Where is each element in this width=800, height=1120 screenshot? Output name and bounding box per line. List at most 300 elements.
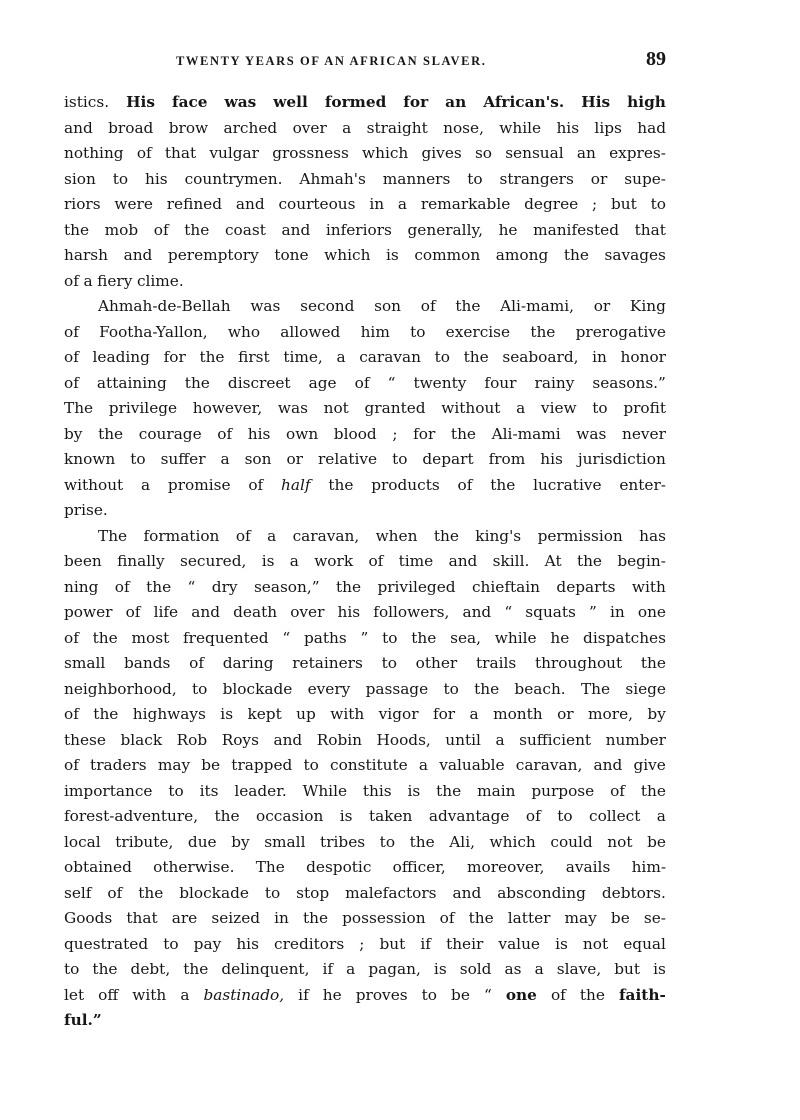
text-line — [64, 447, 666, 473]
word: the — [335, 577, 362, 596]
word: ning — [64, 577, 99, 596]
word: throughout — [534, 654, 623, 672]
text-line — [64, 498, 666, 524]
word: of — [354, 373, 370, 392]
word: let — [64, 985, 85, 1004]
page-header — [64, 48, 666, 74]
word: broad — [108, 118, 154, 137]
word: kept — [247, 705, 282, 723]
word: straight — [366, 118, 428, 137]
word: The — [580, 679, 611, 698]
word: his — [337, 603, 361, 621]
word: own — [286, 424, 319, 443]
word: His — [126, 93, 155, 111]
word: this — [362, 781, 392, 800]
word: son — [244, 450, 272, 468]
word: of — [114, 577, 130, 596]
word: to — [592, 399, 608, 417]
word: of — [136, 144, 152, 162]
word: its — [199, 781, 219, 800]
word: seized — [211, 909, 261, 927]
word: a — [656, 807, 666, 825]
word: bastinado, — [203, 985, 285, 1004]
text-line — [64, 855, 666, 881]
word: the — [463, 348, 489, 366]
word: His — [581, 93, 611, 111]
word: ” — [589, 603, 597, 621]
word: common — [414, 246, 481, 264]
word: purpose — [531, 781, 595, 800]
word: the — [640, 781, 666, 800]
word: honor — [620, 348, 666, 366]
word: and — [448, 552, 478, 570]
word: was — [277, 399, 308, 417]
word: ful.” — [64, 1011, 102, 1029]
text-line — [64, 1008, 666, 1034]
text-line — [64, 932, 666, 958]
word: known — [64, 450, 116, 468]
text-line — [64, 320, 666, 346]
word: bands — [124, 654, 171, 672]
word: a — [516, 399, 526, 417]
word: se- — [643, 909, 666, 927]
word: over — [290, 603, 325, 621]
word: pay — [193, 934, 222, 953]
text-line — [64, 575, 666, 601]
word: a — [534, 960, 544, 978]
word: coast — [224, 220, 266, 239]
word: while — [494, 628, 537, 647]
word: month — [493, 705, 543, 723]
word: taken — [368, 807, 413, 825]
paragraph — [64, 524, 666, 1034]
word: to — [64, 960, 80, 978]
word: savages — [604, 246, 666, 264]
word: creditors — [274, 934, 345, 953]
word: harsh — [64, 246, 108, 264]
word: and — [281, 220, 311, 239]
word: generally, — [407, 220, 483, 239]
text-line — [64, 141, 666, 167]
text-line — [64, 702, 666, 728]
word: an — [576, 144, 596, 162]
word: privileged — [377, 577, 456, 596]
word: of — [525, 807, 541, 825]
word: to — [650, 195, 666, 213]
word: blood — [333, 424, 377, 443]
word: or — [593, 297, 611, 315]
word: inferiors — [325, 220, 392, 239]
word: in — [369, 195, 385, 213]
word: chieftain — [471, 577, 541, 596]
word: gives — [421, 144, 462, 162]
word: to — [382, 628, 398, 647]
word: prise. — [64, 501, 108, 519]
word: is — [555, 934, 568, 953]
word: courage — [138, 424, 202, 443]
word: valuable — [439, 756, 505, 774]
word: caravan, — [515, 756, 583, 774]
word: blockade — [179, 883, 249, 902]
word: is — [220, 705, 234, 723]
word: but — [614, 960, 641, 978]
word: the — [563, 246, 589, 264]
word: departs — [556, 577, 616, 596]
word: the — [411, 628, 437, 647]
word: were — [114, 195, 153, 213]
word: without — [64, 475, 124, 494]
word: while — [499, 118, 542, 137]
word: avails — [565, 858, 611, 876]
word: squats — [525, 603, 576, 621]
text-line — [64, 549, 666, 575]
word: fiery — [97, 271, 133, 290]
word: debt, — [130, 960, 171, 978]
text-line — [64, 626, 666, 652]
word: off — [98, 985, 119, 1004]
word: the — [436, 781, 462, 800]
word: latter — [507, 909, 551, 927]
word: from — [488, 450, 526, 468]
word: the — [183, 960, 209, 978]
word: sion — [64, 169, 96, 188]
word: is — [653, 960, 666, 978]
word: Rob — [176, 730, 208, 749]
word: followers, — [373, 603, 450, 621]
word: he — [322, 985, 342, 1004]
page-number: 89 — [646, 48, 666, 70]
word: most — [131, 628, 170, 647]
text-line — [64, 830, 666, 856]
paragraph — [64, 294, 666, 524]
text-line — [64, 396, 666, 422]
word: African's. — [483, 93, 565, 111]
word: every — [307, 679, 351, 698]
word: has — [639, 526, 666, 545]
word: granted — [364, 399, 426, 417]
word: expres- — [609, 144, 666, 162]
word: the — [302, 909, 329, 927]
word: stop — [296, 883, 330, 902]
word: the — [199, 348, 225, 366]
word: “ — [387, 373, 396, 392]
text-line — [64, 371, 666, 397]
word: advantage — [428, 807, 510, 825]
word: leader. — [234, 781, 287, 800]
word: At — [544, 552, 562, 570]
text-line — [64, 983, 666, 1009]
word: son — [374, 297, 402, 315]
word: daring — [222, 654, 274, 672]
word: and — [273, 730, 303, 749]
word: neighborhood, — [64, 679, 177, 698]
word: skill. — [492, 552, 530, 570]
word: or — [590, 169, 608, 188]
word: “ — [504, 603, 513, 621]
body-text — [64, 90, 666, 1034]
word: due — [187, 832, 217, 851]
word: may — [157, 756, 191, 774]
word: constitute — [330, 756, 408, 774]
text-line — [64, 90, 666, 116]
word: retainers — [292, 654, 363, 672]
word: the — [184, 373, 210, 392]
word: had — [637, 118, 666, 137]
word: a — [495, 730, 505, 749]
word: death — [233, 603, 278, 621]
word: sufficient — [519, 730, 592, 749]
word: refined — [166, 195, 223, 213]
word: and — [123, 246, 153, 264]
word: the — [579, 985, 605, 1004]
word: was — [250, 297, 281, 315]
word: as — [504, 960, 522, 978]
word: well — [273, 93, 308, 111]
word: the — [433, 526, 459, 545]
word: Ahmah's — [299, 169, 366, 188]
word: Robin — [316, 730, 362, 749]
word: of — [550, 985, 566, 1004]
word: the — [92, 960, 118, 978]
word: permission — [537, 526, 623, 545]
word: of — [248, 475, 264, 494]
word: seaboard, — [502, 348, 579, 366]
word: is — [407, 781, 421, 800]
word: are — [171, 909, 198, 927]
text-line — [64, 881, 666, 907]
word: be — [610, 909, 630, 927]
word: life — [153, 603, 179, 621]
word: the — [64, 220, 90, 239]
word: prerogative — [575, 322, 666, 341]
word: until — [445, 730, 481, 749]
word: season,” — [253, 577, 320, 596]
word: attaining — [96, 373, 167, 392]
word: that — [126, 909, 158, 927]
word: face — [171, 93, 208, 111]
word: the — [490, 475, 516, 494]
word: absconding — [497, 883, 586, 902]
word: and — [235, 195, 265, 213]
word: of — [64, 373, 79, 392]
word: one — [505, 985, 537, 1004]
running-head: TWENTY YEARS OF AN AFRICAN SLAVER. — [176, 54, 487, 68]
word: exercise — [445, 322, 511, 341]
word: and — [191, 603, 220, 621]
word: in — [592, 348, 607, 366]
text-line — [64, 728, 666, 754]
word: but — [379, 934, 406, 953]
word: finally — [117, 552, 165, 570]
word: number — [605, 730, 666, 749]
word: privilege — [108, 399, 178, 417]
word: to — [168, 781, 184, 800]
word: a — [418, 756, 429, 774]
word: collect — [589, 807, 641, 825]
word: of — [153, 220, 169, 239]
text-line — [64, 422, 666, 448]
word: dry — [211, 577, 238, 596]
word: and — [593, 756, 623, 774]
word: for — [432, 705, 456, 723]
word: of — [125, 603, 141, 621]
word: vigor — [378, 705, 419, 723]
word: however, — [192, 399, 263, 417]
word: passage — [365, 679, 429, 698]
word: the — [640, 654, 666, 672]
text-line — [64, 116, 666, 142]
word: is — [261, 552, 275, 570]
word: pagan, — [368, 960, 421, 978]
word: “ — [282, 628, 291, 647]
word: obtained — [64, 858, 132, 876]
word: the — [92, 628, 118, 647]
word: a — [336, 348, 346, 366]
word: never — [621, 424, 666, 443]
word: lips — [594, 118, 622, 137]
word: begin- — [617, 552, 666, 570]
word: to — [112, 169, 129, 188]
word: of — [217, 424, 233, 443]
word: dispatches — [583, 628, 666, 647]
word: so — [474, 144, 492, 162]
word: to — [467, 169, 483, 188]
word: of — [457, 475, 473, 494]
word: main — [477, 781, 516, 800]
text-line — [64, 218, 666, 244]
word: value — [498, 934, 540, 953]
word: of — [107, 883, 123, 902]
word: The — [98, 526, 128, 545]
word: the — [146, 577, 172, 596]
word: twenty — [413, 373, 467, 392]
word: The — [255, 858, 285, 876]
word: paths — [303, 628, 347, 647]
word: the — [214, 807, 240, 825]
word: leading — [92, 348, 150, 366]
word: possession — [342, 909, 426, 927]
word: an — [445, 93, 467, 111]
word: is — [386, 246, 399, 264]
word: to — [130, 450, 146, 468]
text-line — [64, 294, 666, 320]
word: second — [300, 297, 355, 315]
word: questrated — [64, 934, 149, 953]
word: beach. — [514, 679, 566, 698]
word: rainy — [534, 373, 575, 392]
text-line — [64, 167, 666, 193]
word: was — [224, 93, 257, 111]
word: or — [286, 450, 303, 468]
word: officer, — [392, 858, 446, 876]
word: he — [550, 628, 570, 647]
word: that — [164, 144, 197, 162]
word: caravan, — [292, 526, 360, 545]
word: been — [64, 552, 102, 570]
word: While — [302, 781, 348, 800]
text-line — [64, 269, 666, 295]
word: peremptory — [167, 246, 259, 264]
word: to — [434, 348, 450, 366]
word: their — [446, 934, 484, 953]
word: the — [455, 297, 481, 315]
word: his — [556, 118, 580, 137]
word: Footha-Yallon, — [99, 322, 208, 341]
word: be — [201, 756, 221, 774]
word: power — [64, 603, 113, 621]
word: high — [627, 93, 666, 111]
word: profit — [623, 399, 666, 417]
word: highways — [132, 705, 206, 723]
word: and — [452, 883, 482, 902]
word: a — [180, 985, 190, 1004]
word: manifested — [533, 220, 620, 239]
word: be — [647, 832, 666, 851]
word: of — [64, 348, 79, 366]
word: secured, — [180, 552, 247, 570]
word: the — [138, 883, 164, 902]
word: by — [231, 832, 250, 851]
word: to — [392, 450, 408, 468]
word: the — [576, 552, 602, 570]
word: his — [247, 424, 271, 443]
word: remarkable — [420, 195, 511, 213]
word: the — [468, 909, 494, 927]
word: debtors. — [601, 883, 666, 902]
word: or — [557, 705, 574, 723]
word: ” — [360, 628, 369, 647]
word: king's — [475, 526, 522, 545]
word: tone — [274, 246, 309, 264]
word: grossness — [272, 144, 349, 162]
word: of — [64, 322, 79, 341]
text-line — [64, 600, 666, 626]
word: for — [413, 424, 436, 443]
word: to — [421, 985, 437, 1004]
word: enter- — [619, 475, 666, 494]
word: when — [375, 526, 418, 545]
word: delinquent, — [221, 960, 310, 978]
word: slave, — [556, 960, 602, 978]
word: a — [469, 705, 479, 723]
text-line — [64, 804, 666, 830]
word: “ — [483, 985, 492, 1004]
word: traders — [90, 756, 147, 774]
word: to — [379, 832, 396, 851]
word: which — [489, 832, 536, 851]
word: manners — [382, 169, 451, 188]
word: him- — [631, 858, 666, 876]
word: if — [322, 960, 334, 978]
word: to — [381, 654, 397, 672]
word: frequented — [183, 628, 269, 647]
word: “ — [187, 577, 196, 596]
word: for — [403, 93, 429, 111]
word: his — [540, 450, 563, 468]
word: other — [415, 654, 458, 672]
word: a — [141, 475, 151, 494]
word: local — [64, 832, 101, 851]
word: a — [83, 271, 93, 290]
word: among — [495, 246, 549, 264]
word: formation — [143, 526, 220, 545]
word: Ali-mami, — [500, 297, 574, 315]
word: is — [339, 807, 353, 825]
book-page — [64, 48, 666, 1034]
word: the — [409, 832, 435, 851]
word: self — [64, 883, 92, 902]
word: up — [296, 705, 316, 723]
